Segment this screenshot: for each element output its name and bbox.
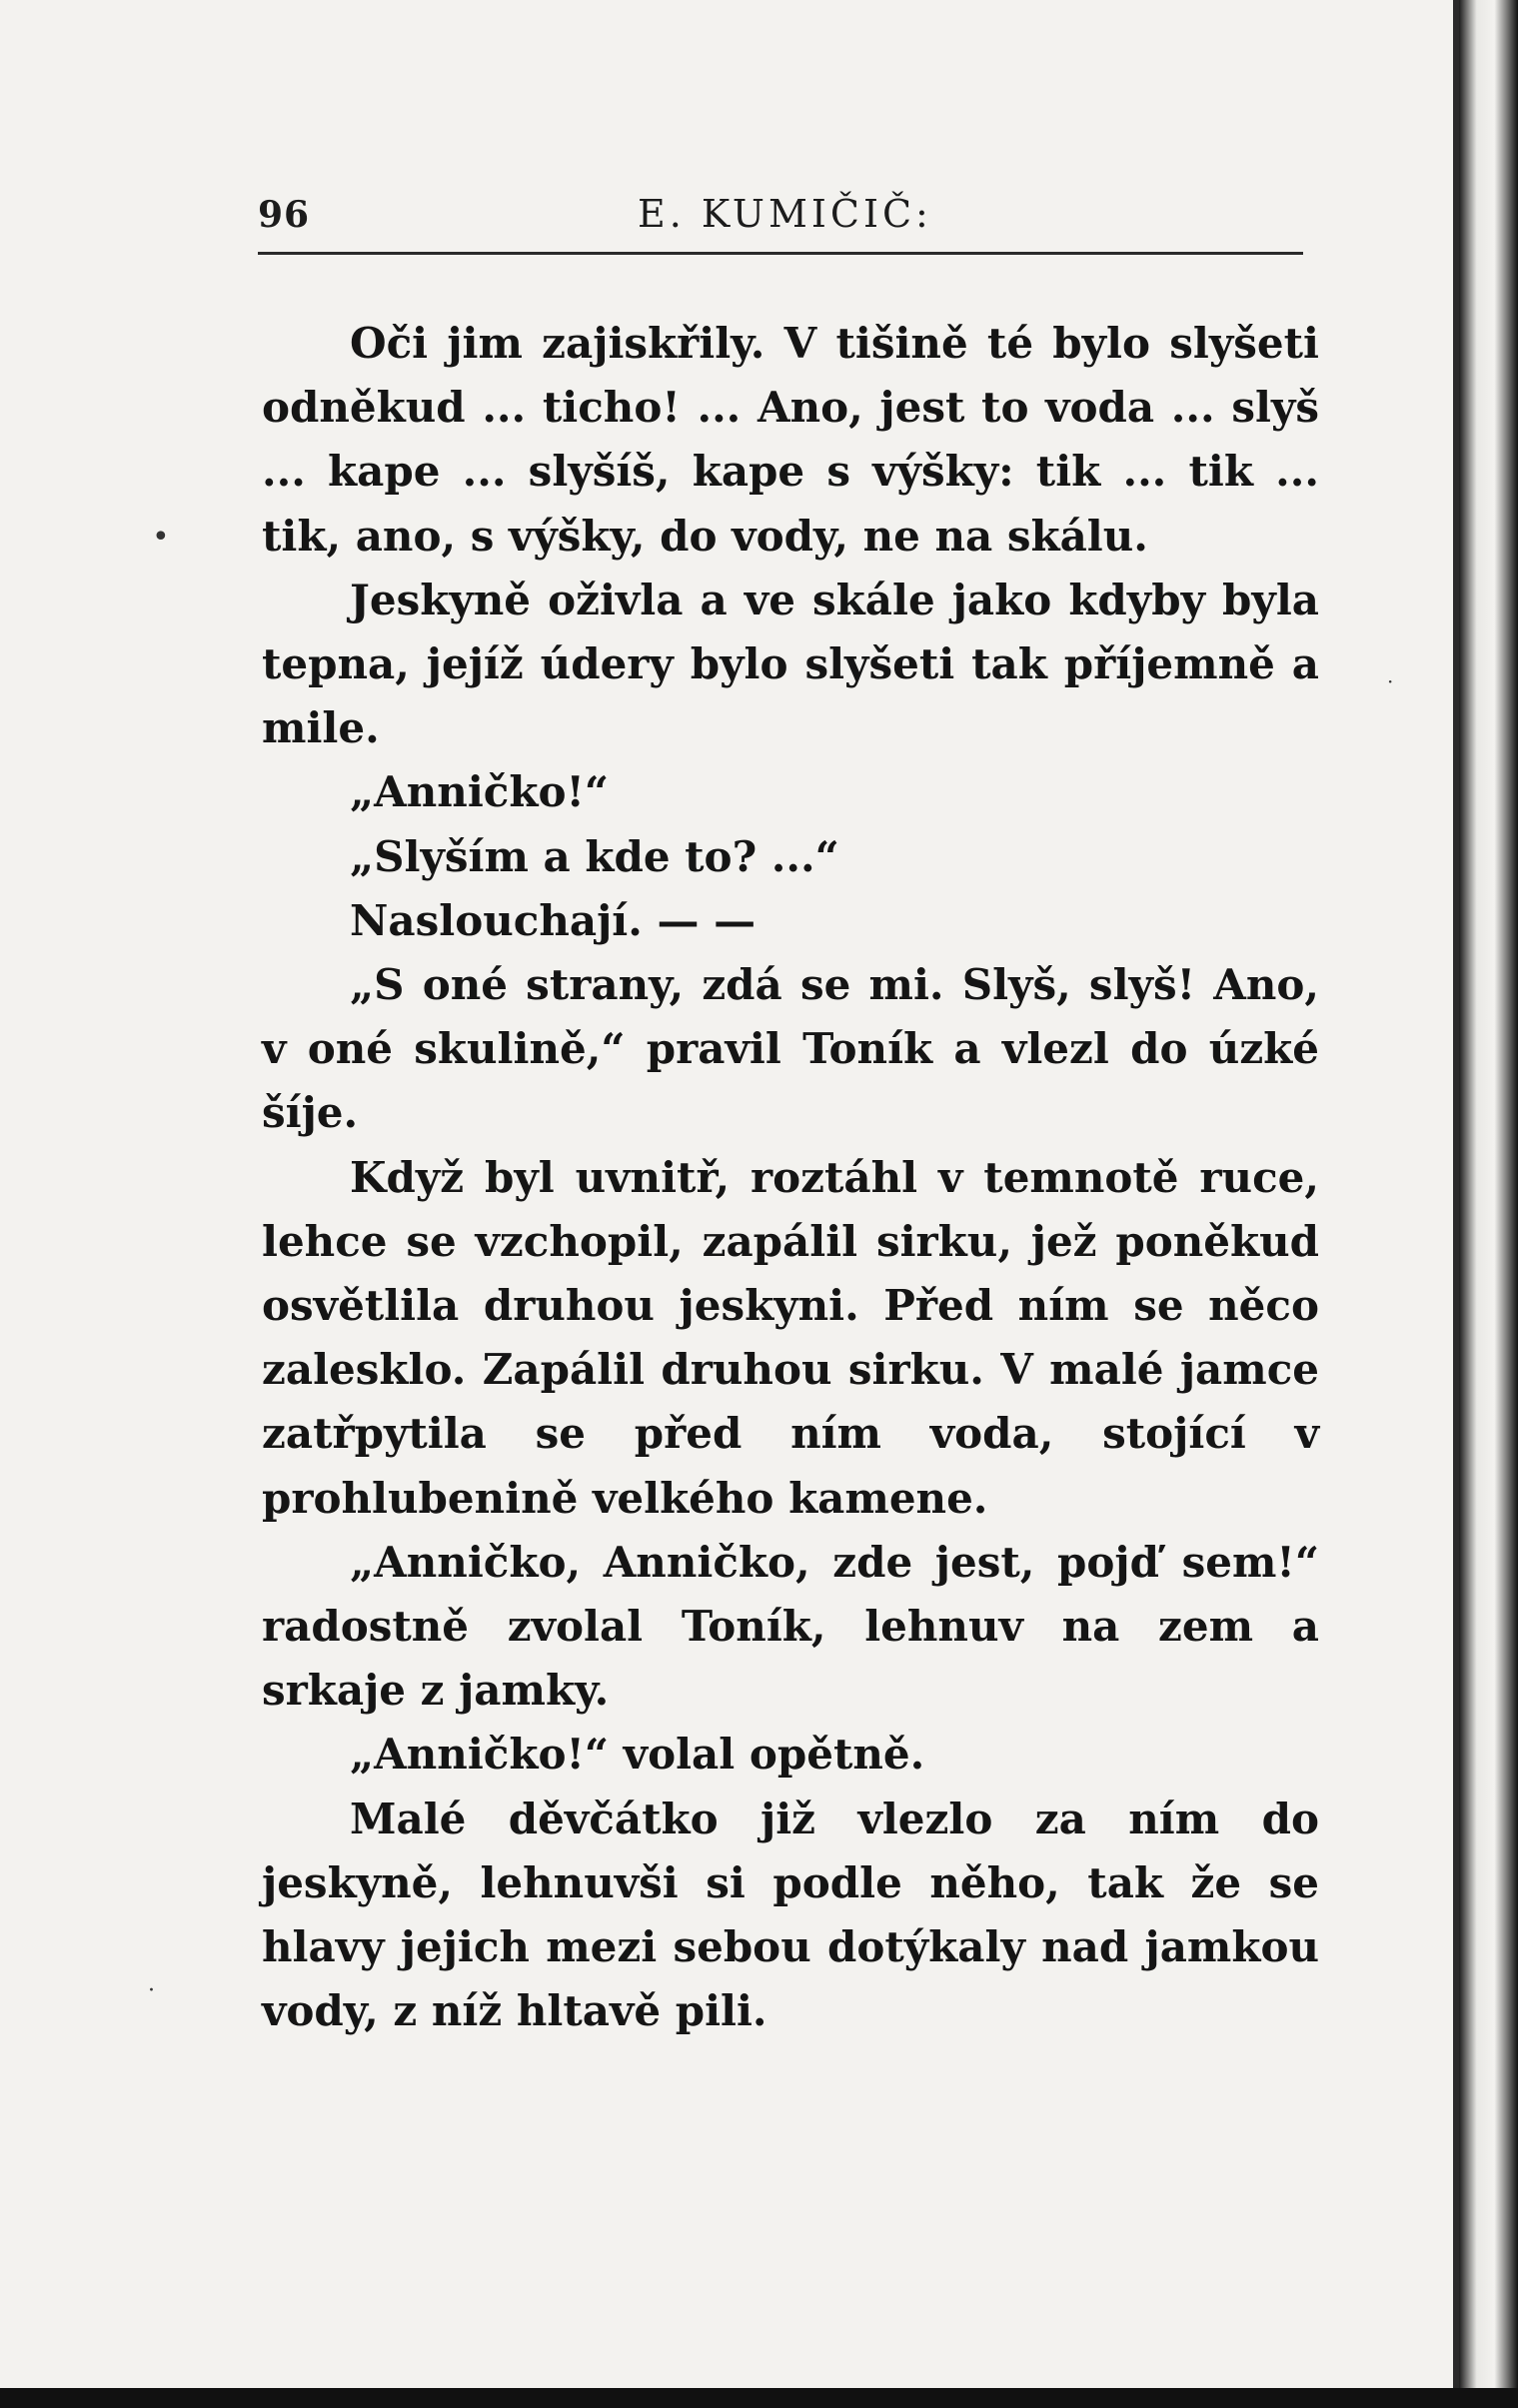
stray-print-mark: • [152,520,170,555]
body-text [262,312,1319,2043]
paragraph: Oči jim zajiskřily. V tišině té bylo slyšeti odněkud ... ticho! ... Ano, jest to voda ... slyš ... kape ... slyšíš, kape s výšky: tik ... tik ... tik, ano, s výšky, do vody, ne na skálu. [262,319,1319,561]
paragraph: „Anničko, Anničko, zde jest, pojď sem!“ radostně zvolal Toník, lehnuv na zem a srkaje z jamky. [262,1537,1319,1716]
stray-print-mark: · [148,1978,155,2003]
paragraph: „Anničko!“ volal opětně. [350,1730,925,1780]
stray-print-mark: · [1387,669,1394,693]
paragraph: Malé děvčátko již vlezlo za ním do jeskyně, lehnuvši si podle něho, tak že se hlavy jejich mezi sebou dotýkaly nad jamkou vody, z níž hltavě pili. [262,1794,1319,2036]
paragraph: Když byl uvnitř, roztáhl v temnotě ruce, lehce se vzchopil, zapálil sirku, jež poněkud osvětlila druhou jeskyni. Před ním se něco zalesklo. Zapálil druhou sirku. V malé jamce zatřpytila se před ním voda, stojící v prohlubenině velkého kamene. [262,1152,1319,1523]
running-head: E. KUMIČIČ: [638,192,932,236]
page-number: 96 [258,194,311,236]
scan-border [0,2388,1518,2408]
paragraph: Naslouchají. — — [350,895,757,945]
page-header [258,186,1303,255]
page-edge [1459,0,1518,2408]
paragraph: Jeskyně oživla a ve skále jako kdyby byla tepna, jejíž údery bylo slyšeti tak příjemně a mile. [262,575,1319,753]
paragraph: „Anničko!“ [350,767,610,817]
paragraph: „S oné strany, zdá se mi. Slyš, slyš! Ano, v oné skulině,“ pravil Toník a vlezl do úzké šíje. [262,960,1319,1138]
paragraph: „Slyším a kde to? ...“ [350,831,839,881]
